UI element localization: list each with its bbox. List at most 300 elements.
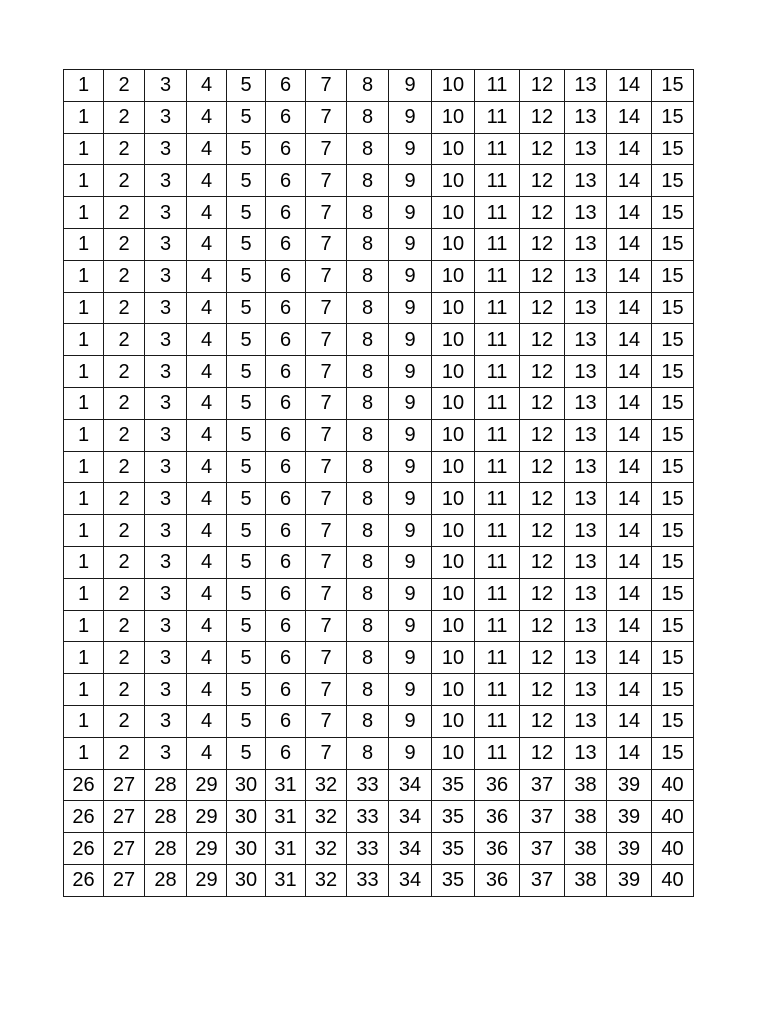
grid-cell: 8 [347,546,389,578]
grid-cell: 14 [607,515,652,547]
grid-cell: 6 [266,387,306,419]
grid-cell: 11 [475,324,520,356]
grid-cell: 39 [607,801,652,833]
grid-cell: 13 [565,674,607,706]
grid-cell: 11 [475,674,520,706]
grid-cell: 13 [565,228,607,260]
grid-cell: 6 [266,705,306,737]
grid-cell: 14 [607,705,652,737]
grid-cell: 3 [145,356,187,388]
grid-cell: 11 [475,642,520,674]
grid-row [64,228,694,260]
grid-cell: 15 [652,578,694,610]
grid-cell: 9 [389,260,432,292]
grid-cell: 6 [266,197,306,229]
grid-cell: 2 [104,578,145,610]
grid-row [64,642,694,674]
grid-cell: 13 [565,610,607,642]
grid-cell: 13 [565,356,607,388]
grid-cell: 14 [607,737,652,769]
grid-row [64,674,694,706]
grid-cell: 6 [266,451,306,483]
grid-cell: 6 [266,228,306,260]
grid-cell: 12 [520,70,565,102]
grid-cell: 34 [389,864,432,896]
grid-cell: 8 [347,515,389,547]
grid-cell: 34 [389,801,432,833]
grid-cell: 8 [347,483,389,515]
grid-cell: 38 [565,833,607,865]
grid-cell: 32 [306,769,347,801]
grid-cell: 3 [145,260,187,292]
grid-cell: 1 [64,324,104,356]
grid-cell: 1 [64,70,104,102]
grid-cell: 10 [432,324,475,356]
grid-cell: 2 [104,515,145,547]
grid-cell: 37 [520,864,565,896]
grid-cell: 38 [565,801,607,833]
grid-cell: 2 [104,387,145,419]
grid-cell: 29 [187,864,227,896]
grid-cell: 3 [145,101,187,133]
grid-cell: 2 [104,451,145,483]
grid-cell: 5 [227,133,266,165]
grid-cell: 12 [520,228,565,260]
grid-cell: 4 [187,451,227,483]
grid-cell: 10 [432,101,475,133]
grid-row [64,260,694,292]
grid-cell: 3 [145,674,187,706]
grid-cell: 14 [607,260,652,292]
grid-cell: 13 [565,133,607,165]
grid-cell: 7 [306,674,347,706]
grid-cell: 12 [520,133,565,165]
grid-cell: 9 [389,133,432,165]
grid-cell: 4 [187,674,227,706]
grid-cell: 3 [145,705,187,737]
grid-cell: 26 [64,769,104,801]
grid-cell: 13 [565,324,607,356]
grid-cell: 29 [187,833,227,865]
grid-cell: 8 [347,356,389,388]
grid-cell: 11 [475,356,520,388]
grid-cell: 4 [187,228,227,260]
grid-cell: 5 [227,578,266,610]
grid-cell: 10 [432,133,475,165]
grid-cell: 11 [475,228,520,260]
grid-cell: 32 [306,801,347,833]
grid-cell: 10 [432,356,475,388]
grid-cell: 10 [432,228,475,260]
grid-cell: 10 [432,674,475,706]
grid-cell: 8 [347,451,389,483]
grid-row [64,737,694,769]
grid-cell: 3 [145,133,187,165]
grid-cell: 14 [607,451,652,483]
grid-cell: 5 [227,737,266,769]
grid-cell: 4 [187,515,227,547]
grid-cell: 34 [389,769,432,801]
grid-cell: 7 [306,356,347,388]
grid-cell: 9 [389,101,432,133]
grid-row [64,705,694,737]
grid-cell: 6 [266,642,306,674]
grid-cell: 40 [652,801,694,833]
grid-cell: 4 [187,737,227,769]
grid-cell: 8 [347,165,389,197]
grid-row [64,515,694,547]
grid-cell: 15 [652,133,694,165]
grid-cell: 14 [607,642,652,674]
grid-cell: 15 [652,610,694,642]
grid-cell: 11 [475,515,520,547]
grid-cell: 5 [227,515,266,547]
grid-cell: 8 [347,228,389,260]
grid-cell: 11 [475,546,520,578]
grid-cell: 31 [266,833,306,865]
grid-cell: 28 [145,864,187,896]
grid-cell: 2 [104,324,145,356]
grid-cell: 15 [652,387,694,419]
grid-cell: 2 [104,483,145,515]
grid-cell: 3 [145,228,187,260]
grid-cell: 12 [520,292,565,324]
grid-cell: 1 [64,387,104,419]
grid-cell: 27 [104,833,145,865]
grid-cell: 30 [227,801,266,833]
grid-cell: 8 [347,292,389,324]
grid-cell: 10 [432,610,475,642]
grid-cell: 6 [266,324,306,356]
grid-cell: 7 [306,451,347,483]
grid-row [64,483,694,515]
grid-cell: 28 [145,801,187,833]
grid-cell: 27 [104,801,145,833]
grid-cell: 5 [227,546,266,578]
grid-cell: 3 [145,197,187,229]
grid-cell: 5 [227,419,266,451]
grid-cell: 9 [389,483,432,515]
grid-cell: 3 [145,578,187,610]
grid-cell: 32 [306,833,347,865]
grid-row [64,356,694,388]
grid-cell: 10 [432,165,475,197]
grid-cell: 9 [389,546,432,578]
grid-cell: 1 [64,451,104,483]
grid-cell: 11 [475,451,520,483]
grid-cell: 13 [565,101,607,133]
grid-cell: 3 [145,292,187,324]
grid-cell: 9 [389,387,432,419]
grid-cell: 13 [565,419,607,451]
grid-cell: 36 [475,769,520,801]
grid-cell: 7 [306,228,347,260]
grid-cell: 9 [389,515,432,547]
grid-cell: 1 [64,419,104,451]
grid-cell: 1 [64,483,104,515]
grid-cell: 7 [306,260,347,292]
grid-cell: 27 [104,769,145,801]
grid-cell: 13 [565,451,607,483]
grid-cell: 1 [64,133,104,165]
grid-cell: 12 [520,260,565,292]
grid-cell: 10 [432,197,475,229]
grid-cell: 13 [565,483,607,515]
grid-cell: 1 [64,356,104,388]
grid-cell: 7 [306,324,347,356]
grid-cell: 15 [652,419,694,451]
grid-cell: 11 [475,292,520,324]
grid-cell: 2 [104,70,145,102]
grid-cell: 8 [347,578,389,610]
grid-cell: 8 [347,133,389,165]
grid-cell: 6 [266,515,306,547]
grid-cell: 12 [520,387,565,419]
grid-cell: 9 [389,292,432,324]
grid-cell: 10 [432,578,475,610]
grid-cell: 15 [652,197,694,229]
grid-cell: 7 [306,705,347,737]
grid-cell: 4 [187,356,227,388]
grid-cell: 14 [607,165,652,197]
grid-cell: 28 [145,769,187,801]
grid-cell: 5 [227,705,266,737]
grid-cell: 8 [347,260,389,292]
grid-cell: 8 [347,70,389,102]
grid-cell: 10 [432,546,475,578]
grid-cell: 2 [104,674,145,706]
grid-cell: 14 [607,228,652,260]
grid-cell: 5 [227,356,266,388]
grid-cell: 27 [104,864,145,896]
grid-cell: 12 [520,515,565,547]
grid-cell: 11 [475,133,520,165]
grid-cell: 13 [565,387,607,419]
grid-cell: 6 [266,578,306,610]
grid-cell: 11 [475,610,520,642]
grid-cell: 13 [565,165,607,197]
grid-cell: 8 [347,642,389,674]
grid-cell: 9 [389,356,432,388]
grid-cell: 10 [432,260,475,292]
grid-body [64,70,694,897]
grid-cell: 9 [389,70,432,102]
grid-cell: 11 [475,705,520,737]
grid-cell: 39 [607,864,652,896]
grid-cell: 38 [565,864,607,896]
grid-cell: 3 [145,610,187,642]
grid-cell: 33 [347,864,389,896]
grid-cell: 30 [227,833,266,865]
grid-cell: 13 [565,292,607,324]
grid-cell: 36 [475,801,520,833]
grid-cell: 14 [607,610,652,642]
grid-cell: 9 [389,451,432,483]
grid-cell: 29 [187,769,227,801]
grid-cell: 12 [520,356,565,388]
grid-cell: 4 [187,578,227,610]
grid-cell: 15 [652,737,694,769]
grid-cell: 31 [266,864,306,896]
grid-cell: 1 [64,292,104,324]
grid-cell: 31 [266,801,306,833]
grid-cell: 5 [227,101,266,133]
grid-cell: 6 [266,737,306,769]
grid-cell: 5 [227,451,266,483]
grid-cell: 4 [187,101,227,133]
grid-cell: 9 [389,165,432,197]
grid-cell: 9 [389,324,432,356]
grid-cell: 7 [306,515,347,547]
grid-cell: 11 [475,197,520,229]
grid-cell: 5 [227,387,266,419]
grid-cell: 9 [389,705,432,737]
grid-cell: 4 [187,705,227,737]
grid-cell: 13 [565,70,607,102]
grid-cell: 40 [652,864,694,896]
grid-cell: 35 [432,833,475,865]
grid-cell: 15 [652,260,694,292]
grid-cell: 2 [104,642,145,674]
grid-cell: 14 [607,546,652,578]
grid-cell: 11 [475,483,520,515]
grid-cell: 4 [187,610,227,642]
grid-cell: 5 [227,197,266,229]
grid-cell: 2 [104,260,145,292]
grid-cell: 2 [104,228,145,260]
grid-cell: 12 [520,705,565,737]
grid-cell: 13 [565,197,607,229]
grid-cell: 5 [227,228,266,260]
grid-cell: 6 [266,292,306,324]
grid-cell: 4 [187,133,227,165]
grid-cell: 36 [475,833,520,865]
grid-cell: 8 [347,419,389,451]
grid-cell: 15 [652,705,694,737]
grid-cell: 26 [64,801,104,833]
grid-cell: 14 [607,70,652,102]
grid-cell: 1 [64,642,104,674]
grid-cell: 36 [475,864,520,896]
grid-cell: 4 [187,546,227,578]
grid-cell: 1 [64,165,104,197]
grid-cell: 12 [520,419,565,451]
grid-cell: 1 [64,737,104,769]
grid-row [64,451,694,483]
grid-cell: 8 [347,324,389,356]
grid-cell: 8 [347,705,389,737]
grid-cell: 15 [652,228,694,260]
grid-cell: 11 [475,260,520,292]
grid-cell: 39 [607,833,652,865]
grid-cell: 10 [432,387,475,419]
grid-cell: 5 [227,165,266,197]
grid-cell: 14 [607,419,652,451]
grid-cell: 33 [347,833,389,865]
grid-cell: 5 [227,324,266,356]
grid-cell: 37 [520,833,565,865]
grid-cell: 1 [64,705,104,737]
grid-cell: 6 [266,101,306,133]
grid-cell: 7 [306,133,347,165]
grid-cell: 6 [266,356,306,388]
grid-cell: 6 [266,165,306,197]
grid-cell: 31 [266,769,306,801]
grid-cell: 9 [389,642,432,674]
grid-cell: 8 [347,387,389,419]
grid-cell: 5 [227,642,266,674]
grid-cell: 12 [520,324,565,356]
grid-cell: 38 [565,769,607,801]
grid-cell: 30 [227,769,266,801]
grid-cell: 13 [565,578,607,610]
grid-cell: 12 [520,578,565,610]
grid-cell: 39 [607,769,652,801]
grid-cell: 26 [64,864,104,896]
grid-cell: 9 [389,674,432,706]
grid-row [64,387,694,419]
grid-cell: 13 [565,260,607,292]
grid-cell: 12 [520,165,565,197]
grid-cell: 10 [432,451,475,483]
grid-cell: 12 [520,101,565,133]
grid-cell: 2 [104,133,145,165]
grid-cell: 11 [475,737,520,769]
grid-cell: 15 [652,356,694,388]
grid-cell: 7 [306,70,347,102]
grid-cell: 4 [187,165,227,197]
grid-cell: 13 [565,705,607,737]
grid-cell: 15 [652,483,694,515]
grid-cell: 15 [652,642,694,674]
grid-cell: 14 [607,292,652,324]
grid-cell: 1 [64,546,104,578]
grid-cell: 2 [104,197,145,229]
grid-row [64,610,694,642]
grid-cell: 9 [389,578,432,610]
grid-cell: 15 [652,101,694,133]
grid-cell: 32 [306,864,347,896]
grid-cell: 12 [520,737,565,769]
grid-cell: 15 [652,165,694,197]
grid-row [64,101,694,133]
grid-cell: 13 [565,515,607,547]
grid-cell: 12 [520,546,565,578]
grid-cell: 1 [64,228,104,260]
grid-row [64,833,694,865]
grid-cell: 37 [520,801,565,833]
grid-cell: 13 [565,737,607,769]
grid-cell: 14 [607,483,652,515]
grid-cell: 5 [227,292,266,324]
grid-cell: 1 [64,674,104,706]
grid-cell: 11 [475,419,520,451]
grid-cell: 33 [347,801,389,833]
grid-cell: 8 [347,737,389,769]
grid-row [64,578,694,610]
grid-cell: 12 [520,642,565,674]
grid-cell: 3 [145,165,187,197]
grid-cell: 37 [520,769,565,801]
grid-cell: 12 [520,451,565,483]
grid-cell: 7 [306,737,347,769]
grid-cell: 3 [145,419,187,451]
grid-cell: 5 [227,483,266,515]
grid-cell: 15 [652,292,694,324]
grid-cell: 7 [306,578,347,610]
grid-cell: 7 [306,546,347,578]
grid-cell: 4 [187,197,227,229]
